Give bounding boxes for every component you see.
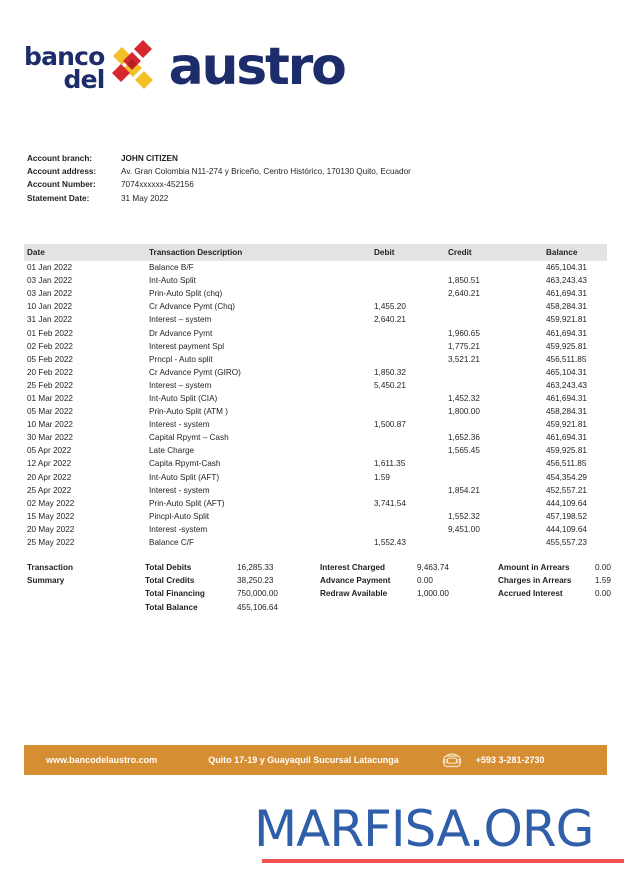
cell-description: Cr Advance Pymt (GIRO) <box>149 367 241 377</box>
logo-wordmark-bancodel <box>24 41 105 94</box>
table-row <box>24 366 607 379</box>
footer-phone-number[interactable]: +593 3-281-2730 <box>475 755 545 765</box>
summary-line <box>145 601 320 614</box>
column-header-credit: Credit <box>448 248 472 257</box>
summary-column-totals <box>145 561 320 614</box>
table-row <box>24 313 607 326</box>
summary-value: 0.00 <box>595 589 611 599</box>
summary-value: 16,285.33 <box>237 563 274 572</box>
cell-credit: 3,521.21 <box>448 354 480 364</box>
cell-credit: 1,854.21 <box>448 485 480 495</box>
cell-credit: 9,451.00 <box>448 524 480 534</box>
summary-value: 1,000.00 <box>417 589 449 599</box>
summary-value: 0.00 <box>595 563 611 572</box>
cell-description: Interest - system <box>149 420 210 430</box>
telephone-icon <box>442 753 462 768</box>
cell-description: Interest – system <box>149 380 212 390</box>
cell-balance: 444,109.64 <box>546 498 587 508</box>
cell-description: Prin-Auto Split (ATM ) <box>149 407 229 417</box>
summary-key: Amount in Arrears <box>498 563 570 572</box>
cell-credit: 1,565.45 <box>448 446 480 456</box>
account-branch-label: Account branch: <box>27 154 93 163</box>
marfisa-watermark <box>0 798 631 893</box>
summary-title-line1: Transaction <box>27 563 73 572</box>
table-row <box>24 392 607 405</box>
cell-description: Prin-Auto Split (chq) <box>149 289 223 299</box>
cell-description: Interest - system <box>149 485 210 495</box>
account-branch-value: JOHN CITIZEN <box>121 154 178 163</box>
cell-debit: 1,850.32 <box>374 367 406 377</box>
cell-date: 20 Apr 2022 <box>27 472 72 482</box>
cell-description: Cr Advance Pymt (Chq) <box>149 302 235 312</box>
logo-word-austro: austro <box>168 37 345 97</box>
cell-balance: 458,284.31 <box>546 407 587 417</box>
cell-description: Int-Auto Split <box>149 276 196 286</box>
cell-credit: 1,552.32 <box>448 511 480 521</box>
cell-date: 25 Feb 2022 <box>27 380 73 390</box>
cell-balance: 455,557.23 <box>546 538 587 548</box>
cell-debit: 1,552.43 <box>374 538 406 548</box>
cell-date: 30 Mar 2022 <box>27 433 73 443</box>
cell-date: 10 Jan 2022 <box>27 302 73 312</box>
footer-address: Quito 17-19 y Guayaquil Sucursal Latacunga <box>208 755 399 765</box>
cell-description: Int-Auto Split (AFT) <box>149 472 220 482</box>
table-row <box>24 261 607 274</box>
table-row <box>24 300 607 313</box>
cell-date: 05 Feb 2022 <box>27 354 73 364</box>
table-row <box>24 431 607 444</box>
column-header-balance: Balance <box>546 248 578 257</box>
austro-x-mark-icon <box>111 38 163 100</box>
summary-line <box>145 574 320 587</box>
summary-column-arrears <box>498 561 618 614</box>
table-row <box>24 523 607 536</box>
cell-debit: 3,741.54 <box>374 498 406 508</box>
cell-description: Interest -system <box>149 524 208 534</box>
summary-value: 455,106.64 <box>237 602 278 612</box>
cell-debit: 1,611.35 <box>374 459 406 469</box>
summary-title <box>27 561 145 614</box>
cell-description: Capital Rpymt – Cash <box>149 433 229 443</box>
summary-key: Interest Charged <box>320 563 386 572</box>
cell-description: Pincpl-Auto Split <box>149 511 210 521</box>
statement-date-value: 31 May 2022 <box>121 193 169 203</box>
cell-date: 15 May 2022 <box>27 511 75 521</box>
summary-line <box>320 561 498 574</box>
summary-line <box>145 587 320 600</box>
cell-date: 02 May 2022 <box>27 498 75 508</box>
cell-date: 01 Mar 2022 <box>27 393 73 403</box>
cell-description: Late Charge <box>149 446 195 456</box>
cell-date: 12 Apr 2022 <box>27 459 72 469</box>
table-row <box>24 536 607 549</box>
footer-website-link[interactable]: www.bancodelaustro.com <box>46 755 158 765</box>
column-header-debit: Debit <box>374 248 395 257</box>
cell-balance: 459,925.81 <box>546 446 587 456</box>
table-row <box>24 471 607 484</box>
cell-description: Interest – system <box>149 315 212 325</box>
cell-description: Capita Rpymt-Cash <box>149 459 221 469</box>
table-row <box>24 497 607 510</box>
cell-date: 20 May 2022 <box>27 524 75 534</box>
cell-balance: 463,243.43 <box>546 276 587 286</box>
summary-value: 38,250.23 <box>237 576 274 586</box>
cell-credit: 1,850.51 <box>448 276 480 286</box>
account-address-value: Av. Gran Colombia N11-274 y Briceño, Centro Histórico, 170130 Quito, Ecuador <box>121 167 411 177</box>
summary-key: Advance Payment <box>320 576 391 586</box>
cell-balance: 465,104.31 <box>546 367 587 377</box>
column-header-date: Date <box>27 248 45 257</box>
cell-balance: 456,511.85 <box>546 354 587 364</box>
cell-debit: 1.59 <box>374 472 390 482</box>
table-row <box>24 287 607 300</box>
summary-line <box>498 587 618 600</box>
table-row <box>24 326 607 339</box>
table-row <box>24 353 607 366</box>
cell-credit: 1,800.00 <box>448 407 480 417</box>
cell-credit: 1,960.65 <box>448 328 480 338</box>
cell-balance: 452,557.21 <box>546 485 587 495</box>
cell-balance: 461,694.31 <box>546 433 587 443</box>
cell-balance: 444,109.64 <box>546 524 587 534</box>
cell-date: 25 May 2022 <box>27 538 75 548</box>
summary-key: Total Credits <box>145 576 195 586</box>
cell-date: 01 Feb 2022 <box>27 328 73 338</box>
cell-credit: 1,452.32 <box>448 393 480 403</box>
cell-date: 25 Apr 2022 <box>27 485 72 495</box>
table-row <box>24 379 607 392</box>
cell-date: 03 Jan 2022 <box>27 276 73 286</box>
table-row <box>24 418 607 431</box>
account-detail-row <box>27 165 411 178</box>
watermark-text: MARFISA.ORG <box>254 800 594 858</box>
account-detail-row <box>27 192 411 205</box>
summary-value: 0.00 <box>417 576 433 586</box>
account-number-value: 7074xxxxxx-452156 <box>121 180 194 190</box>
summary-value: 750,000.00 <box>237 589 278 599</box>
summary-value: 9,463.74 <box>417 563 449 572</box>
cell-date: 20 Feb 2022 <box>27 367 73 377</box>
table-row <box>24 444 607 457</box>
cell-description: Int-Auto Split (CIA) <box>149 393 218 403</box>
table-row <box>24 457 607 470</box>
cell-description: Interest payment Spl <box>149 341 225 351</box>
summary-key: Redraw Available <box>320 589 388 599</box>
cell-description: Dr Advance Pymt <box>149 328 213 338</box>
column-header-description: Transaction Description <box>149 248 243 257</box>
cell-date: 02 Feb 2022 <box>27 341 73 351</box>
account-detail-row <box>27 178 411 191</box>
cell-date: 05 Apr 2022 <box>27 446 72 456</box>
cell-date: 05 Mar 2022 <box>27 407 73 417</box>
cell-description: Balance C/F <box>149 538 195 548</box>
logo-word-del: del <box>63 65 105 94</box>
account-address-label: Account address: <box>27 167 97 177</box>
summary-key: Accrued Interest <box>498 589 563 599</box>
cell-credit: 1,775.21 <box>448 341 480 351</box>
cell-date: 01 Jan 2022 <box>27 263 73 273</box>
cell-balance: 459,921.81 <box>546 315 587 325</box>
summary-line <box>498 574 618 587</box>
summary-value: 1.59 <box>595 576 611 586</box>
cell-credit: 2,640.21 <box>448 289 480 299</box>
cell-balance: 454,354.29 <box>546 472 587 482</box>
summary-line <box>320 574 498 587</box>
summary-line <box>498 561 618 574</box>
cell-date: 31 Jan 2022 <box>27 315 73 325</box>
summary-line <box>320 587 498 600</box>
table-body <box>24 261 607 549</box>
summary-key: Total Balance <box>145 602 198 612</box>
cell-date: 03 Jan 2022 <box>27 289 73 299</box>
account-number-label: Account Number: <box>27 180 96 190</box>
watermark-underline <box>262 859 624 863</box>
table-row <box>24 274 607 287</box>
table-row <box>24 405 607 418</box>
account-detail-row <box>27 152 411 165</box>
cell-debit: 1,500.87 <box>374 420 406 430</box>
transaction-summary <box>27 561 618 614</box>
logo-word-banco: banco <box>24 41 105 71</box>
cell-balance: 465,104.31 <box>546 263 587 273</box>
cell-balance: 461,694.31 <box>546 393 587 403</box>
cell-balance: 456,511.85 <box>546 459 587 469</box>
summary-title-line2: Summary <box>27 576 65 586</box>
cell-balance: 461,694.31 <box>546 289 587 299</box>
cell-credit: 1,652.36 <box>448 433 480 443</box>
cell-debit: 2,640.21 <box>374 315 406 325</box>
summary-key: Total Financing <box>145 589 205 599</box>
cell-debit: 5,450.21 <box>374 380 406 390</box>
account-details <box>27 152 411 205</box>
cell-balance: 459,925.81 <box>546 341 587 351</box>
cell-description: Prin-Auto Split (AFT) <box>149 498 225 508</box>
transactions-table <box>24 244 607 549</box>
statement-date-label: Statement Date: <box>27 193 90 203</box>
cell-date: 10 Mar 2022 <box>27 420 73 430</box>
cell-debit: 1,455.20 <box>374 302 406 312</box>
cell-balance: 461,694.31 <box>546 328 587 338</box>
summary-line <box>145 561 320 574</box>
table-row <box>24 340 607 353</box>
cell-description: Balance B/F <box>149 263 194 273</box>
table-row <box>24 510 607 523</box>
summary-key: Total Debits <box>145 563 192 572</box>
summary-column-interest <box>320 561 498 614</box>
cell-balance: 459,921.81 <box>546 420 587 430</box>
table-header-row <box>24 244 607 261</box>
table-row <box>24 484 607 497</box>
brand-logo <box>24 36 345 102</box>
cell-balance: 463,243.43 <box>546 380 587 390</box>
cell-balance: 458,284.31 <box>546 302 587 312</box>
footer-contact-bar <box>24 745 607 775</box>
summary-key: Charges in Arrears <box>498 576 572 586</box>
cell-balance: 457,198.52 <box>546 511 587 521</box>
cell-description: Prncpl - Auto split <box>149 354 213 364</box>
